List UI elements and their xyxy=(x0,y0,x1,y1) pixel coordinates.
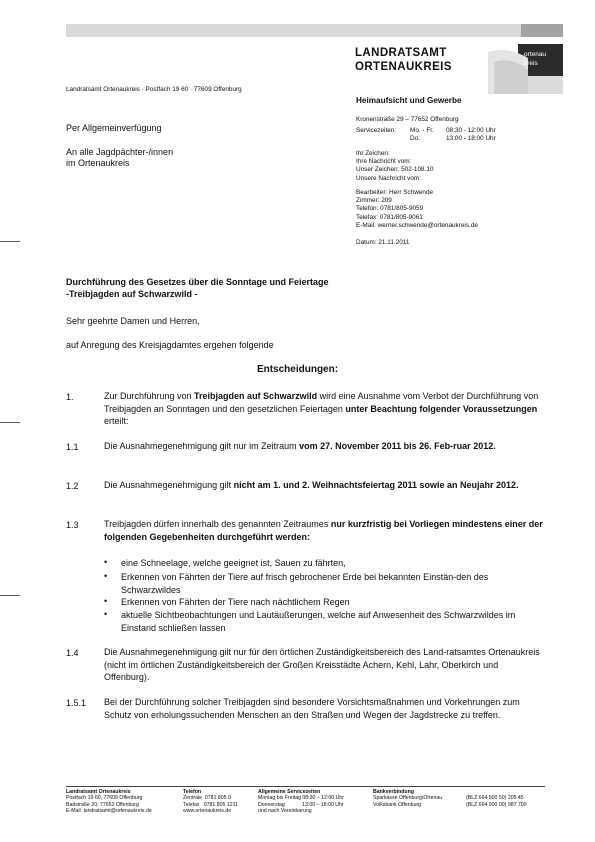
logo-text-2: kreis xyxy=(524,60,538,67)
org-title-line1: LANDRATSAMT xyxy=(355,47,447,59)
bullet-item: aktuelle Sichtbeobachtungen und Lautäußerungen, welche auf Anwesenheit des Schwarzwildes im Einstand schließen lassen xyxy=(121,610,516,633)
item-1-bold-b: Treibjagden auf Schwarzwild xyxy=(194,391,318,401)
ref-your-message: Ihre Nachricht vom: xyxy=(356,158,412,166)
item-1-3-bold-b: nur kurzfristig bei Vorliegen mindestens einer der folgenden Gegebenheiten durchgeführt werden: xyxy=(104,519,543,542)
fold-mark-top xyxy=(0,241,20,242)
recipient-type: Per Allgemeinverfügung xyxy=(66,123,162,133)
bullet-item: Erkennen von Fährten der Tiere nach nächtlichem Regen xyxy=(121,597,350,607)
decisions-heading: Entscheidungen: xyxy=(256,364,339,375)
item-text-1-1 xyxy=(104,440,544,453)
contact-fax: Telefax: 0781/805-9061 xyxy=(356,213,423,221)
ref-our-sign: Unser Zeichen: 502-108.10 xyxy=(356,166,434,174)
item-text-1 xyxy=(104,390,544,428)
item-1-3-text-a: Treibjagden dürfen innerhalb des genannten Zeitraumes xyxy=(104,519,331,529)
footer-hours-heading: Allgemeine Servicezeiten xyxy=(258,789,321,795)
item-text-1-3 xyxy=(104,518,544,543)
item-1-1-text-a: Die Ausnahmegenehmigung gilt nur im Zeitraum xyxy=(104,441,300,451)
footer-bank-1: Sparkasse Offenburg/Ortenau xyxy=(373,795,443,802)
item-text-1-5-1: Bei der Durchführung solcher Treibjagden sind besondere Vorsichtsmaßnahmen und Vorkehrungen zum Schutz von erholungssuchenden Menschen an den Straßen und Wegen der Jagdstrecke zu treffen. xyxy=(104,697,520,720)
footer-account-2: (BLZ 664 900 00) 987 700 xyxy=(466,801,527,808)
bullet-item: eine Schneelage, welche geeignet ist, Sauen zu fährten, xyxy=(121,558,346,568)
letter-date: Datum: 21.11.2011 xyxy=(356,239,410,246)
footer-street: Badstraße 20, 77652 Offenburg xyxy=(66,801,139,808)
footer-postbox: Postfach 19 60, 77609 Offenburg xyxy=(66,795,143,802)
footer-col-hours xyxy=(258,789,344,814)
bullet-icon: • xyxy=(104,571,108,581)
subject xyxy=(66,276,329,300)
item-text-1-2 xyxy=(104,479,544,492)
footer-phone-main: Zentrale 0781 805 0 xyxy=(183,795,231,802)
reference-block xyxy=(356,150,433,183)
footer-phone-heading: Telefon xyxy=(183,789,202,795)
bullet-icon: • xyxy=(104,609,108,619)
service-time-1: 08:30 - 12:00 Uhr xyxy=(446,127,496,134)
punch-mark xyxy=(0,422,20,423)
footer-col-address xyxy=(66,789,152,814)
contact-block xyxy=(356,189,478,230)
bullet-item: Erkennen von Fährten der Tiere auf frisch gebrochener Erde bei bekannten Einstän-den des Schwarzwildes xyxy=(121,572,489,595)
footer-account-1: (BLZ 664 500 50) 205 45 xyxy=(466,795,524,802)
contact-phone: Telefon: 0781/805-9059 xyxy=(356,205,424,213)
footer-email: E-Mail: landratsamt@ortenaukreis.de xyxy=(66,807,152,814)
footer-hours-appointment: und nach Vereinbarung xyxy=(258,807,312,814)
logo-text-1: ortenau xyxy=(524,51,547,58)
footer-col-accounts xyxy=(466,789,527,808)
footer-website: www.ortenaukreis.de xyxy=(183,807,232,814)
item-number-1-2: 1.2 xyxy=(66,481,79,491)
office-address: Kronenstraße 29 – 77652 Offenburg xyxy=(356,116,459,123)
service-label: Servicezeiten: xyxy=(356,127,397,134)
item-1-1-bold-b: vom 27. November 2011 bis 26. Feb-ruar 2012. xyxy=(299,441,496,451)
contact-handler: Bearbeiter: Herr Schwende xyxy=(356,189,434,196)
org-title xyxy=(355,46,452,74)
header-bar-accent xyxy=(521,24,563,37)
footer-hours-thursday: Donnerstag 13:00 – 18:00 Uhr xyxy=(258,801,344,808)
service-day-1: Mo. - Fr. xyxy=(410,127,434,134)
item-1-text-a: Zur Durchführung von xyxy=(104,391,195,401)
item-number-1: 1. xyxy=(66,392,74,402)
sender-line: Landratsamt Ortenaukreis · Postfach 19 60 · 77609 Offenburg xyxy=(66,86,242,93)
item-number-1-4: 1.4 xyxy=(66,648,79,658)
header-bar xyxy=(66,24,521,37)
footer-hours-weekdays: Montag bis Freitag 08:30 – 12:00 Uhr xyxy=(258,795,344,802)
ortenaukreis-logo xyxy=(488,44,563,94)
service-day-2: Do. xyxy=(410,135,420,142)
ref-our-message: Unsere Nachricht vom: xyxy=(356,174,421,182)
department-title: Heimaufsicht und Gewerbe xyxy=(356,96,462,105)
item-number-1-1: 1.1 xyxy=(66,442,79,452)
item-number-1-3: 1.3 xyxy=(66,520,79,530)
item-1-2-bold-b: nicht am 1. und 2. Weihnachtsfeiertag 2011 sowie an Neujahr 2012. xyxy=(233,480,519,490)
bullet-icon: • xyxy=(104,596,108,606)
footer-bank-heading: Bankverbindung xyxy=(373,789,414,795)
intro-text: auf Anregung des Kreisjagdamtes ergehen folgende xyxy=(66,340,274,350)
org-title-line2: ORTENAUKREIS xyxy=(355,61,452,73)
footer-org-name: Landratsamt Ortenaukreis xyxy=(66,789,131,795)
item-text-1-4: Die Ausnahmegenehmigung gilt nur für den örtlichen Zuständigkeitsbereich des Land-ratsamtes Ortenaukreis (nicht im örtlichen Zuständigkeitsbereich der Großen Kreisstädte Achern, Kehl, Lahr, Oberkirch und Offenburg). xyxy=(104,647,540,683)
item-1-text-c: wird eine Ausnahme vom Verbot der Durchführung von Treibjagden an Sonntagen und den gesetzlichen Feiertagen xyxy=(104,391,539,414)
salutation: Sehr geehrte Damen und Herren, xyxy=(66,316,200,326)
service-time-2: 13:00 - 18:00 Uhr xyxy=(446,135,496,142)
subject-line-2: -Treibjagden auf Schwarzwild - xyxy=(66,289,198,299)
contact-email: E-Mail: werner.schwende@ortenaukreis.de xyxy=(356,221,478,229)
fold-mark-bottom xyxy=(0,595,20,596)
recipient-line-1: An alle Jagdpächter-/innen xyxy=(66,147,174,157)
item-1-2-text-a: Die Ausnahmegenehmigung gilt xyxy=(104,480,234,490)
item-1-text-e: erteilt: xyxy=(104,416,129,427)
subject-line-1: Durchführung des Gesetzes über die Sonntage und Feiertage xyxy=(66,277,329,287)
footer-col-bank xyxy=(373,789,442,808)
contact-room: Zimmer: 209 xyxy=(356,197,392,205)
item-1-bold-d: unter Beachtung folgender Voraussetzungen xyxy=(345,403,538,414)
ref-your-sign: Ihr Zeichen: xyxy=(356,150,390,157)
footer-col-phone xyxy=(183,789,238,814)
footer-divider xyxy=(66,786,545,787)
footer-fax: Telefax 0781 805 1211 xyxy=(183,801,238,808)
bullet-icon: • xyxy=(104,557,108,567)
recipient-line-2: im Ortenaukreis xyxy=(66,158,130,168)
item-number-1-5-1: 1.5.1 xyxy=(66,698,87,708)
recipient-address xyxy=(66,147,173,169)
footer-bank-2: Volksbank Offenburg xyxy=(373,801,422,808)
